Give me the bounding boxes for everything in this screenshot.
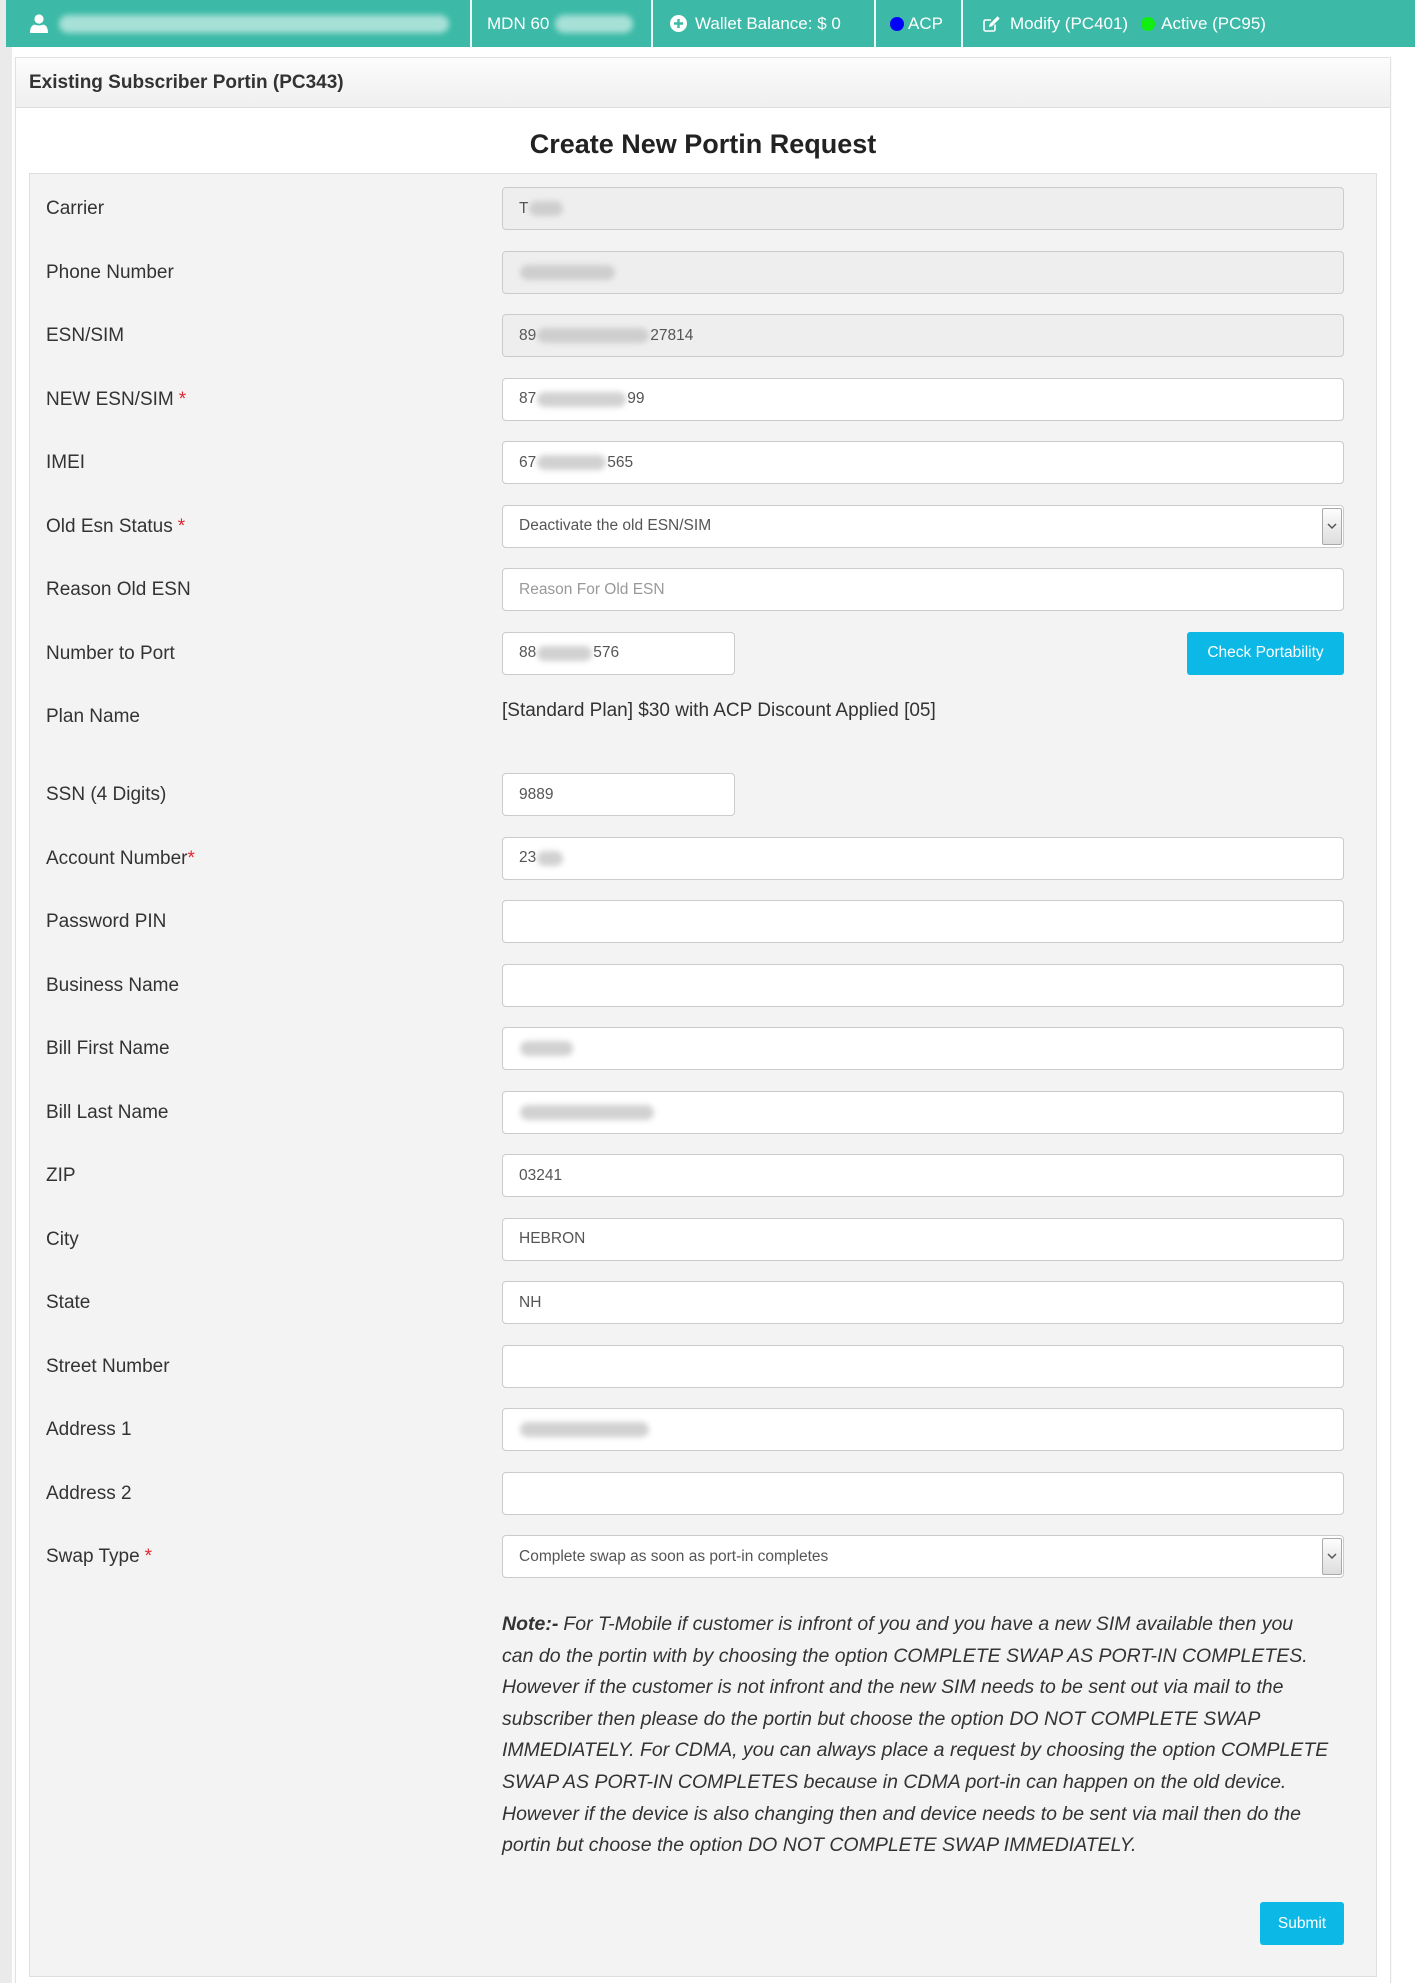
plus-circle-icon [670,15,687,32]
chevron-down-icon[interactable] [1322,1538,1342,1575]
new-esn-sim-value-start: 87 [519,390,537,407]
account-number-value-start: 23 [519,849,537,866]
swap-type-select[interactable] [502,1535,1344,1578]
green-dot-icon [1141,17,1155,31]
plan-name-value: [Standard Plan] $30 with ACP Discount Applied [05] [502,700,936,721]
portin-panel [15,57,1391,1983]
old-esn-status-label: Old Esn Status * [46,515,186,537]
business-name-input[interactable] [502,964,1344,1007]
new-esn-sim-value-end: 99 [627,390,645,407]
carrier-value: T [519,199,529,217]
redacted-text [537,851,563,866]
row-state [30,1281,1376,1345]
bill-last-name-input[interactable] [502,1091,1344,1134]
mdn-segment [472,0,651,47]
panel-title: Existing Subscriber Portin (PC343) [29,71,344,93]
row-ssn [30,773,1376,837]
panel-header [16,58,1390,108]
new-esn-sim-label: NEW ESN/SIM * [46,388,187,410]
redacted-text [537,646,592,661]
number-to-port-value-start: 88 [519,644,537,661]
required-marker: * [187,847,195,869]
zip-label: ZIP [46,1165,76,1186]
wallet-balance-segment[interactable] [653,0,874,47]
row-new-esn-sim [30,378,1376,442]
redacted-text [537,455,606,470]
note-line: subscriber then please do the portin but choose the option DO NOT COMPLETE SWAP [502,1707,1261,1730]
imei-input[interactable] [502,441,1344,484]
number-to-port-label: Number to Port [46,642,175,664]
number-to-port-value-end: 576 [593,644,620,661]
esn-sim-field[interactable] [502,314,1344,357]
ssn-label: SSN (4 Digits) [46,784,167,805]
row-reason-old-esn [30,568,1376,632]
row-imei [30,441,1376,505]
check-portability-button[interactable]: Check Portability [1187,632,1344,675]
carrier-label: Carrier [46,198,105,219]
old-esn-status-selected: Deactivate the old ESN/SIM [519,517,712,534]
zip-input[interactable] [502,1154,1344,1197]
modify-link[interactable]: Modify (PC401) [1010,13,1129,33]
bill-first-name-input[interactable] [502,1027,1344,1070]
row-number-to-port [30,632,1376,696]
state-label: State [46,1292,91,1313]
swap-type-label: Swap Type * [46,1546,153,1567]
chevron-down-icon[interactable] [1322,508,1342,545]
esn-sim-label: ESN/SIM [46,325,125,346]
password-pin-input[interactable] [502,900,1344,943]
address-2-input[interactable] [502,1472,1344,1515]
phone-number-field[interactable] [502,251,1344,294]
submit-button[interactable]: Submit [1260,1902,1344,1945]
row-business-name [30,964,1376,1028]
street-number-input[interactable] [502,1345,1344,1388]
esn-sim-value-start: 89 [519,326,537,344]
account-number-label: Account Number* [46,847,195,869]
plan-name-label: Plan Name [46,706,140,727]
redacted-text [520,1041,573,1056]
row-plan-name [30,695,1376,773]
number-to-port-group [502,632,1344,675]
row-swap-type [30,1535,1376,1599]
required-marker: * [144,1546,153,1567]
esn-sim-value-end: 27814 [650,326,694,344]
row-street-number [30,1345,1376,1409]
row-old-esn-status [30,505,1376,569]
note-line: Note:- For T-Mobile if customer is infront of you and you have a new SIM available then you [502,1613,1294,1635]
new-esn-sim-input[interactable] [502,378,1344,421]
redacted-text [520,265,615,280]
form-title: Create New Portin Request [529,129,877,159]
old-esn-status-select[interactable] [502,505,1344,548]
acp-label: ACP [908,13,943,33]
form-rows [30,187,1376,1599]
wallet-balance-label: Wallet Balance: $ 0 [695,13,841,33]
row-city [30,1218,1376,1282]
number-to-port-input[interactable] [502,632,735,675]
street-number-label: Street Number [46,1355,170,1377]
imei-value-start: 67 [519,453,537,471]
business-name-label: Business Name [46,974,180,996]
portin-note [502,1609,1328,1862]
row-address-1 [30,1408,1376,1472]
imei-label: IMEI [46,452,86,473]
redacted-text [537,328,649,343]
required-marker: * [178,388,187,410]
page-left-gutter [0,0,12,1983]
acp-segment [876,0,961,47]
row-address-2 [30,1472,1376,1536]
address-1-label: Address 1 [46,1419,132,1440]
redacted-text [529,201,563,216]
ssn-input[interactable] [502,773,735,816]
status-segment [963,0,1415,47]
mdn-label: MDN 60 [487,13,550,33]
state-input[interactable] [502,1281,1344,1324]
status-label: Active (PC95) [1161,13,1266,33]
row-bill-first-name [30,1027,1376,1091]
row-esn-sim [30,314,1376,378]
password-pin-label: Password PIN [46,911,167,932]
subscriber-name-segment[interactable] [6,0,470,47]
account-number-input[interactable] [502,837,1344,880]
edit-icon[interactable] [983,15,1001,32]
carrier-field[interactable] [502,187,1344,230]
row-carrier [30,187,1376,251]
bill-last-name-label: Bill Last Name [46,1101,169,1123]
note-prefix: Note:- [502,1613,559,1635]
note-line: IMMEDIATELY. For CDMA, you can always place a request by choosing the option COMPLETE [502,1739,1329,1762]
reason-old-esn-label: Reason Old ESN [46,579,191,600]
bill-first-name-label: Bill First Name [46,1038,170,1059]
phone-number-label: Phone Number [46,261,174,283]
blue-dot-icon [890,17,904,31]
row-account-number [30,837,1376,901]
note-line: However if the device is also changing then and device needs to be sent via mail then do the [502,1802,1301,1825]
user-icon [30,14,48,33]
swap-type-selected: Complete swap as soon as port-in completes [519,1547,829,1565]
redacted-text [537,392,626,407]
row-phone-number [30,251,1376,315]
row-zip [30,1154,1376,1218]
required-marker: * [177,515,186,537]
city-input[interactable] [502,1218,1344,1261]
row-password-pin [30,900,1376,964]
address-1-input[interactable] [502,1408,1344,1451]
redacted-text [555,15,633,33]
address-2-label: Address 2 [46,1482,132,1504]
note-line: However if the customer is not infront and the new SIM needs to be sent out via mail to the [502,1676,1284,1699]
redacted-text [520,1422,649,1437]
note-line: can do the portin with by choosing the option COMPLETE SWAP AS PORT-IN COMPLETES. [502,1644,1308,1667]
row-bill-last-name [30,1091,1376,1155]
note-line: portin but choose the option DO NOT COMPLETE SWAP IMMEDIATELY. [502,1834,1137,1857]
reason-old-esn-input[interactable] [502,568,1344,611]
portin-form [29,173,1377,1977]
redacted-text [520,1105,654,1120]
imei-value-end: 565 [607,453,634,471]
redacted-text [59,15,449,33]
top-bar [6,0,1415,47]
city-label: City [46,1228,79,1250]
note-line: SWAP AS PORT-IN COMPLETES because in CDMA port-in can happen on the old device. [502,1770,1287,1793]
